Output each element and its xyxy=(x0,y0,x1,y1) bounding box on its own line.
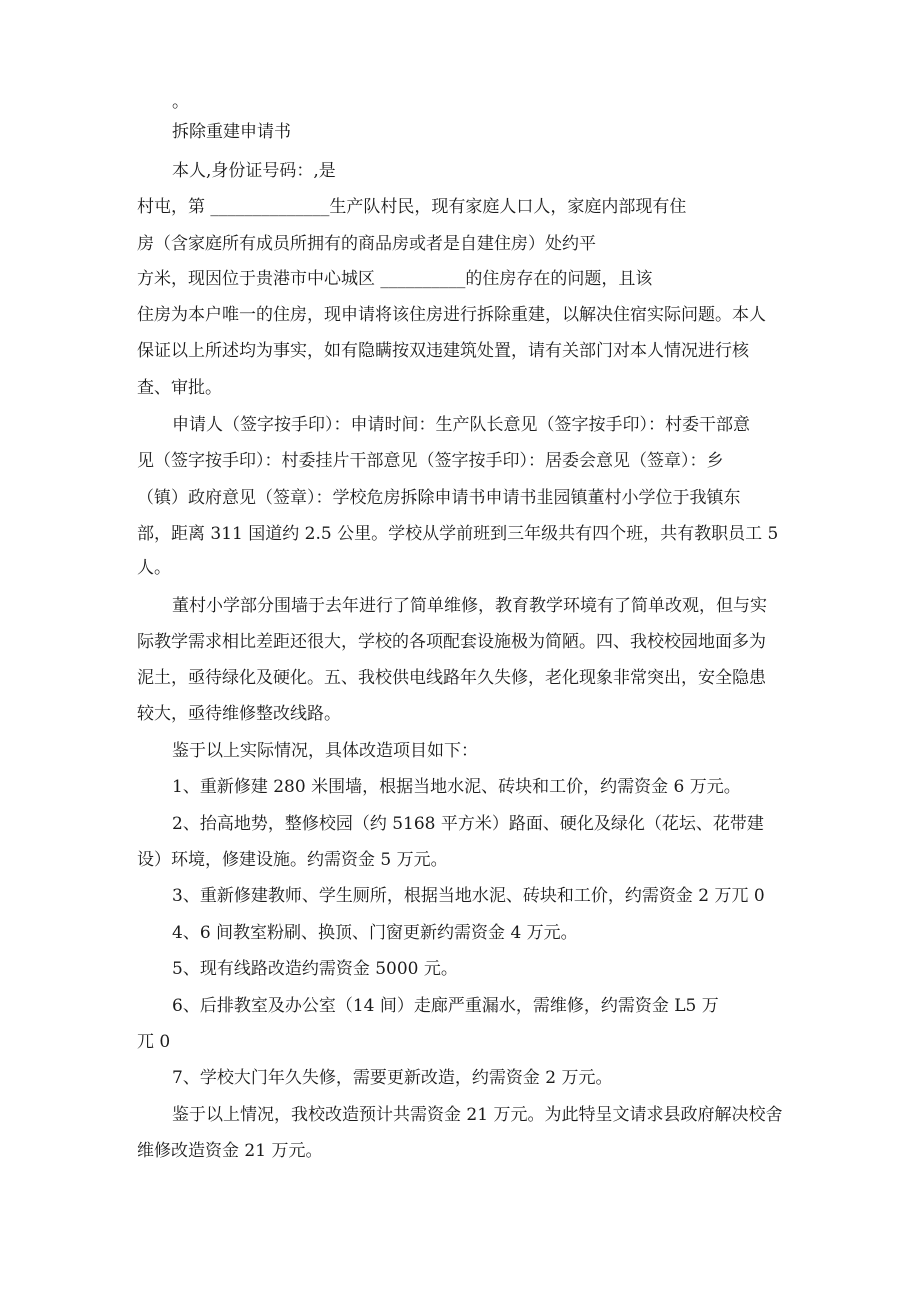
text-line: 申请人（签字按手印）：申请时间：生产队长意见（签字按手印）：村委干部意 xyxy=(172,415,750,435)
list-item: 3、重新修建教师、学生厕所，根据当地水泥、砖块和工价，约需资金 2 万兀 0 xyxy=(172,886,765,906)
text-line: 保证以上所述均为事实，如有隐瞒按双违建筑处置，请有关部门对本人情况进行核 xyxy=(137,341,749,361)
text-line: 鉴于以上实际情况，具体改造项目如下： xyxy=(172,741,478,761)
list-item: 7、学校大门年久失修，需要更新改造，约需资金 2 万元。 xyxy=(172,1068,613,1088)
list-item: 6、后排教室及办公室（14 间）走廊严重漏水，需维修，约需资金 L5 万 xyxy=(172,996,719,1016)
text-line: 部，距离 311 国道约 2.5 公里。学校从学前班到三年级共有四个班，共有教职员工 5 xyxy=(137,524,779,544)
text-line: 维修改造资金 21 万元。 xyxy=(137,1141,323,1161)
heading-mark: 。 xyxy=(172,92,189,112)
text-line: 兀 0 xyxy=(137,1032,171,1052)
text-line: （镇）政府意见（签章）：学校危房拆除申请书申请书韭园镇董村小学位于我镇东 xyxy=(137,488,741,508)
text-line: 查、审批。 xyxy=(137,378,222,398)
text-line: 设）环境，修建设施。约需资金 5 万元。 xyxy=(137,850,448,870)
list-item: 2、抬高地势，整修校园（约 5168 平方米）路面、硬化及绿化（花坛、花带建 xyxy=(172,814,764,834)
text-line: 方米，现因位于贵港市中心城区 __________的住房存在的问题，且该 xyxy=(137,269,653,289)
text-line: 董村小学部分围墙于去年进行了简单维修，教育教学环境有了简单改观，但与实 xyxy=(172,596,767,616)
text-line: 泥土，亟待绿化及硬化。五、我校供电线路年久失修，老化现象非常突出，安全隐患 xyxy=(137,668,766,688)
text-line: 住房为本户唯一的住房，现申请将该住房进行拆除重建，以解决住宿实际问题。本人 xyxy=(137,305,766,325)
document-title: 拆除重建申请书 xyxy=(172,122,291,142)
text-line: 较大，亟待维修整改线路。 xyxy=(137,704,341,724)
text-line: 见（签字按手印）：村委挂片干部意见（签字按手印）：居委会意见（签章）：乡 xyxy=(137,451,724,471)
list-item: 4、6 间教室粉刷、换顶、门窗更新约需资金 4 万元。 xyxy=(172,923,578,943)
text-line: 村屯，第 ______________生产队村民，现有家庭人口人，家庭内部现有住 xyxy=(137,197,687,217)
text-line: 人。 xyxy=(137,558,171,578)
text-line: 本人,身份证号码：,是 xyxy=(172,161,336,181)
text-line: 际教学需求相比差距还很大，学校的各项配套设施极为简陋。四、我校校园地面多为 xyxy=(137,632,766,652)
list-item: 1、重新修建 280 米围墙，根据当地水泥、砖块和工价，约需资金 6 万元。 xyxy=(172,777,741,797)
list-item: 5、现有线路改造约需资金 5000 元。 xyxy=(172,959,458,979)
text-line: 房（含家庭所有成员所拥有的商品房或者是自建住房）处约平 xyxy=(137,234,596,254)
text-line: 鉴于以上情况，我校改造预计共需资金 21 万元。为此特呈文请求县政府解决校舍 xyxy=(172,1105,783,1125)
